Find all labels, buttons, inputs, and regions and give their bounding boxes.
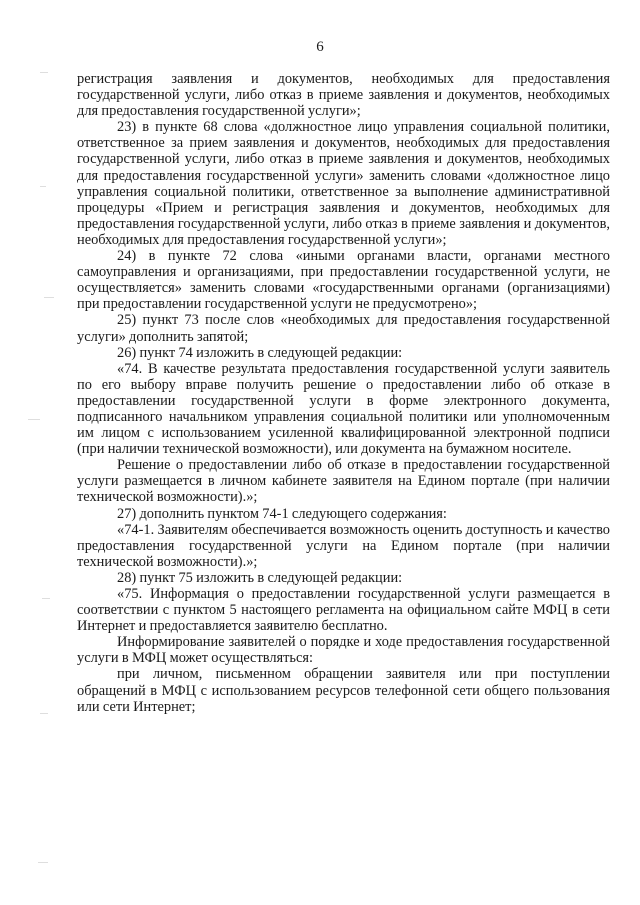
paragraph: при личном, письменном обращении заявителя или при поступлении обращений в МФЦ с использованием ресурсов телефонной сети общего пользования или сети Интернет; [77,666,610,715]
paragraph: Решение о предоставлении либо об отказе в предоставлении государственной услуги размещается в личном кабинете заявителя на Едином портале (при наличии технической возможности).»; [77,457,610,506]
document-body [77,71,610,715]
scan-artifact [40,72,48,73]
paragraph: «74-1. Заявителям обеспечивается возможность оценить доступность и качество предоставления государственной услуги на Едином портале (при наличии технической возможности).»; [77,521,610,570]
page-number: 6 [316,39,324,55]
paragraph: регистрация заявления и документов, необходимых для предоставления государственной услуги, либо отказ в приеме заявления и документов, необходимых для предоставления государственной услуги»; [77,71,610,120]
scan-artifact [28,419,40,420]
paragraph: 27) дополнить пунктом 74-1 следующего содержания: [117,505,447,522]
paragraph: 23) в пункте 68 слова «должностное лицо управления социальной политики, ответственное за прием заявления и документов, необходимых для предоставления государственной услуги, либо отказ в приеме заявления и документов, необходимых для предоставления государственной услуги» заменить словами «должностное лицо управления социальной политики, ответственное за выполнение административной процедуры «Прием и регистрация заявления и документов, необходимых для предоставления государственной услуги, либо отказ в приеме заявления и документов, необходимых для предоставления государственной услуги»; [77,119,610,248]
scan-artifact [42,598,50,599]
paragraph: 25) пункт 73 после слов «необходимых для предоставления государственной услуги» дополнить запятой; [77,312,610,345]
paragraph: 28) пункт 75 изложить в следующей редакции: [117,569,403,586]
paragraph: 26) пункт 74 изложить в следующей редакции: [117,344,403,361]
scan-artifact [44,297,54,298]
paragraph: 24) в пункте 72 слова «иными органами власти, органами местного самоуправления и организациями, при предоставлении государственной услуги, не осуществляется» заменить словами «государственными органами (организациями) при предоставлении государственной услуги не предусмотрено»; [77,248,610,313]
scan-artifact [40,186,46,187]
scan-artifact [38,862,48,863]
paragraph: «75. Информация о предоставлении государственной услуги размещается в соответствии с пунктом 5 настоящего регламента на официальном сайте МФЦ в сети Интернет и предоставляется заявителю бесплатно. [77,586,610,635]
paragraph: «74. В качестве результата предоставления государственной услуги заявитель по его выбору вправе получить решение о предоставлении либо об отказе в предоставлении государственной услуги в форме электронного документа, подписанного начальником управления социальной политики или уполномоченным им лицом с использованием усиленной квалифицированной электронной подписи (при наличии технической возможности), или документа на бумажном носителе. [77,360,610,458]
paragraph: Информирование заявителей о порядке и ходе предоставления государственной услуги в МФЦ может осуществляться: [77,634,610,667]
scan-artifact [40,713,48,714]
